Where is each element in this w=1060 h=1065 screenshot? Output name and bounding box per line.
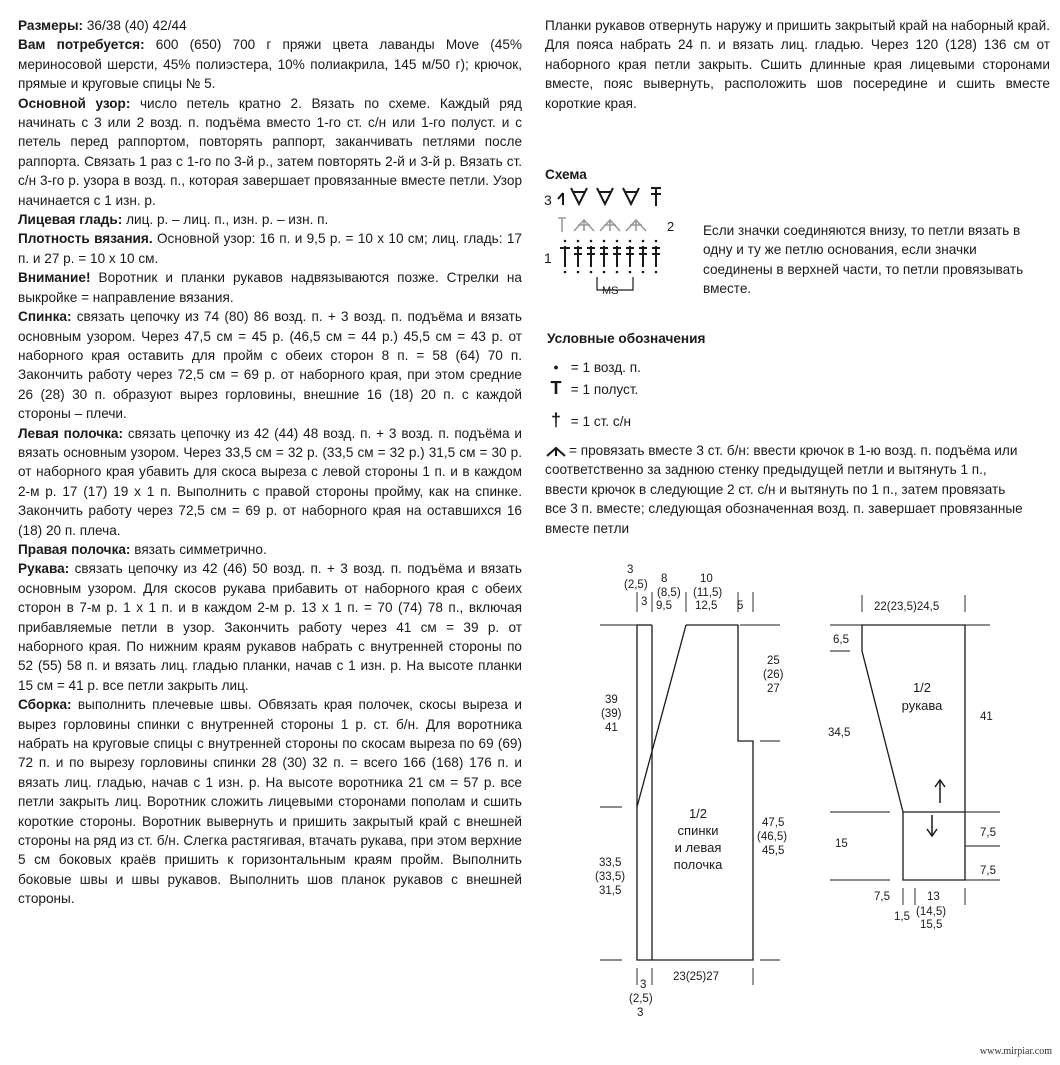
stockinette-text: лиц. р. – лиц. п., изн. р. – изн. п. [122,212,329,228]
sleeve-bottom-13: 13 [927,891,940,903]
schema-title: Схема [545,167,587,182]
right-front-label: Правая полочка: [18,541,131,557]
sizes-text: 36/38 (40) 42/44 [83,18,187,33]
legend-decrease-text: = провязать вместе 3 ст. б/н: ввести крючок в 1-ю возд. п. подъёма или соответственно за заднюю стенку предыдущей петли и вытянуть 1 п., ввести крючок в следующие 2 ст. с/н и вытянуть по 1 п., затем провязать все 3 п. вместе; следующая обозначенная возд. п. завершает провязанные вместе петли [545,443,1023,536]
sleeve-right-41: 41 [980,711,993,723]
sleeve-dimension-lines [830,595,1000,905]
row1-stitches [560,246,660,267]
sleeve-right-75a: 7,5 [980,827,996,839]
sleeve-left-15: 15 [835,838,848,850]
needs-label: Вам потребуется: [18,37,145,53]
sleeve-bottom-145: (14,5) [916,906,947,918]
attention-label: Внимание! [18,270,91,286]
pattern-text: число петель кратно 2. Вязать по схеме. Каждый ряд начинать с 3 или 2 возд. п. подъёма вместо 1-го ст. с/н или 1-го полуст. и с петель перед раппортом, повторять раппорт, заканчивать петлями после раппорта. Связать 1 раз с 1-го по 3-й р., затем повторять 2-й и 3-й р. Вязать ст. с/н 3-го р. узора в возд. п., которая завершает провязанные вместе петли. Узор начинается с 1 изн. р. [18,95,522,208]
sleeve-label-2: рукава [901,698,943,713]
sleeve-label-1: 1/2 [912,680,932,695]
assembly-label: Сборка: [18,697,72,713]
body-right-47c: 45,5 [762,845,785,857]
schema-note: Если значки соединяются внизу, то петли вязать в одну и ту же петлю основания, если значки соединены в верхней части, то петли провязывать вместе. [703,223,1024,297]
legend-dc-text: = 1 ст. с/н [570,414,631,429]
body-bottom-3c: 3 [637,1007,644,1019]
body-top-3b: (2,5) [624,579,648,591]
needs-text: 600 (650) 700 г пряжи цвета лаванды Move (45% мериносовой шерсти, 45% полиэстера, 10% полиакрила, 145 м/50 г); крючок, прямые и круговые спицы № 5. [18,37,522,92]
body-right-47b: (46,5) [757,831,788,843]
body-top-8c: 9,5 [656,600,672,612]
body-left-39b: (39) [601,708,622,720]
back-text: связать цепочку из 74 (80) 86 возд. п. + 3 возд. п. подъёма и вязать основным узором. Через 47,5 см = 45 р. (46,5 см = 44 р.) 45,5 см = 43 р. от наборного края оставить для пройм с обеих сторон 8 п. = 58 (64) 70 п. Закончить работу через 72,5 см = 69 р. от наборного края, при этом средние 26 (28) 30 п. образуют вырез горловины, внешние 16 (18) 20 п. с каждой стороны – плечи. [18,309,522,422]
left-front-text: связать цепочку из 42 (44) 48 возд. п. + 3 возд. п. подъёма и вязать основным узором. Через 33,5 см = 32 р. (33,5 см = 32 р.) 31,5 см = 30 р. от наборного края убавить для скоса выреза с левой стороны 1 п. и в каждом 2-м р. 17 (17) 19 х 1 п. Выполнить с правой стороны пройму, как на спинке. Закончить работу через 72,5 см = 69 р. от наборного края на оставшихся 16 (18) 20 п. плеча. [18,425,522,538]
row2-stitches [558,218,646,232]
body-top-10c: 12,5 [695,600,718,612]
body-left-39c: 41 [605,722,618,734]
body-left-39: 39 [605,694,618,706]
t-stitch-icon: T [550,378,562,398]
body-left-33b: (33,5) [595,871,626,883]
crochet-schema [544,188,674,297]
gauge-label: Плотность вязания. [18,231,153,247]
stockinette-label: Лицевая гладь: [18,212,123,228]
body-right-25: 25 [767,655,780,667]
body-right-25c: 27 [767,683,780,695]
dot-icon: • [553,360,559,375]
body-label-3: и левая [674,840,722,855]
body-top-10b: (11,5) [693,587,723,599]
body-right-47: 47,5 [762,817,785,829]
down-arrow-icon [927,815,937,836]
legend-title: Условные обозначения [547,331,706,346]
body-bottom-3b: (2,5) [629,993,653,1005]
dagger-stitch-icon: † [550,410,561,430]
sizes-label: Размеры: [18,18,84,33]
back-label: Спинка: [18,309,72,325]
body-pattern [595,564,787,1019]
sleeves-label: Рукава: [18,561,70,577]
legend-chain-text: = 1 возд. п. [570,360,641,375]
body-top-5: 5 [737,600,744,612]
body-top-8b: (8,5) [657,587,681,599]
body-label-2: спинки [677,823,719,838]
up-arrow-icon [935,780,945,803]
body-label-4: полочка [673,857,723,872]
body-outline [637,625,753,960]
sleeve-pattern [828,595,1000,931]
assembly-text: выполнить плечевые швы. Обвязать края полочек, скосы выреза и вырез горловины спинки с внутренней стороны 1 р. ст. б/н. Для воротника набрать на круговые спицы с внутренней стороны по скосам выреза по 69 (69) 72 п. и по вырезу горловины спинки 28 (30) 32 п. = всего 166 (168) 176 п. и вязать лиц. гладью, начав с 1 изн. р. На высоте воротника 21 см = 57 р. все петли закрыть лиц. Воротник сложить лицевыми сторонами пополам и сшить короткие стороны. Воротник вывернуть и пришить закрытый край с внешней стороны на ряд из ст. б/н. Слегка растягивая, втачать рукава, при этом верхние 5 см боковых краёв пришить к горизонтальным краям пройм. Выполнить боковые швы и швы рукавов. Выполнить шов планок рукавов с внешней стороны. [18,697,522,907]
sleeve-right-75b: 7,5 [980,865,996,877]
sleeve-bottom-15: 1,5 [894,911,910,923]
watermark: www.mirpiar.com [979,1046,1052,1057]
attention-text: Воротник и планки рукавов надвязываются позже. Стрелки на выкройке = направление вязания. [18,270,522,305]
sleeve-top: 22(23,5)24,5 [874,601,940,613]
cuff-belt-paragraph: Планки рукавов отвернуть наружу и пришить закрытый край на наборный край. Для пояса набрать 24 п. и вязать лиц. гладью. Через 120 (128) 136 см от наборного края петли закрыть. Сшить длинные края лицевыми сторонами вместе, пояс вывернуть, расположить шов посередине и сшить вместе короткие края. [545,18,1050,111]
sleeve-outline [862,625,965,880]
sleeve-bottom-75: 7,5 [874,891,890,903]
left-front-label: Левая полочка: [18,425,124,441]
sleeve-bottom-155: 15,5 [920,919,943,931]
schema-row-1: 1 [544,250,552,266]
pattern-label: Основной узор: [18,95,131,111]
legend-half-dc-text: = 1 полуст. [570,382,639,397]
sleeve-left-345: 34,5 [828,727,851,739]
body-top-10: 10 [700,573,713,585]
body-top-3c: 3 [641,596,648,608]
row3-stitches [558,188,661,206]
gauge-text: Основной узор: 16 п. и 9,5 р. = 10 х 10 см; лиц. гладь: 17 п. и 27 р. = 10 х 10 см. [18,231,522,266]
body-right-25b: (26) [763,669,784,681]
body-bottom-3: 3 [640,979,647,991]
schema-row-3: 3 [544,192,552,208]
sleeves-text: связать цепочку из 42 (46) 50 возд. п. + 3 возд. п. подъёма и вязать основным узором. Для скосов рукава прибавить от наборного края с обеих сторон в 7-м р. 1 х 1 п. и в каждом 2-м р. 13 х 1 п. = 70 (74) 78 п., включая прибавляемые петли в узор. Закончить работу через 41 см = 39 р. от наборного края. По нижним краям рукавов набрать с внутренней стороны по 52 (55) 58 п. и вязать лиц. гладью планки, начав с 1 изн. р. На высоте планки 15 см = 41 р. все петли закрыть лиц. [18,561,522,693]
body-label-1: 1/2 [688,806,708,821]
body-left-33c: 31,5 [599,885,622,897]
body-bottom-23: 23(25)27 [673,971,720,983]
body-top-8: 8 [661,573,668,585]
repeat-ms-label: MS [602,285,619,297]
schema-row-2: 2 [667,219,675,234]
body-left-33: 33,5 [599,857,622,869]
sleeve-left-65: 6,5 [833,634,849,646]
right-front-text: вязать симметрично. [130,541,267,557]
body-top-3: 3 [627,564,634,576]
